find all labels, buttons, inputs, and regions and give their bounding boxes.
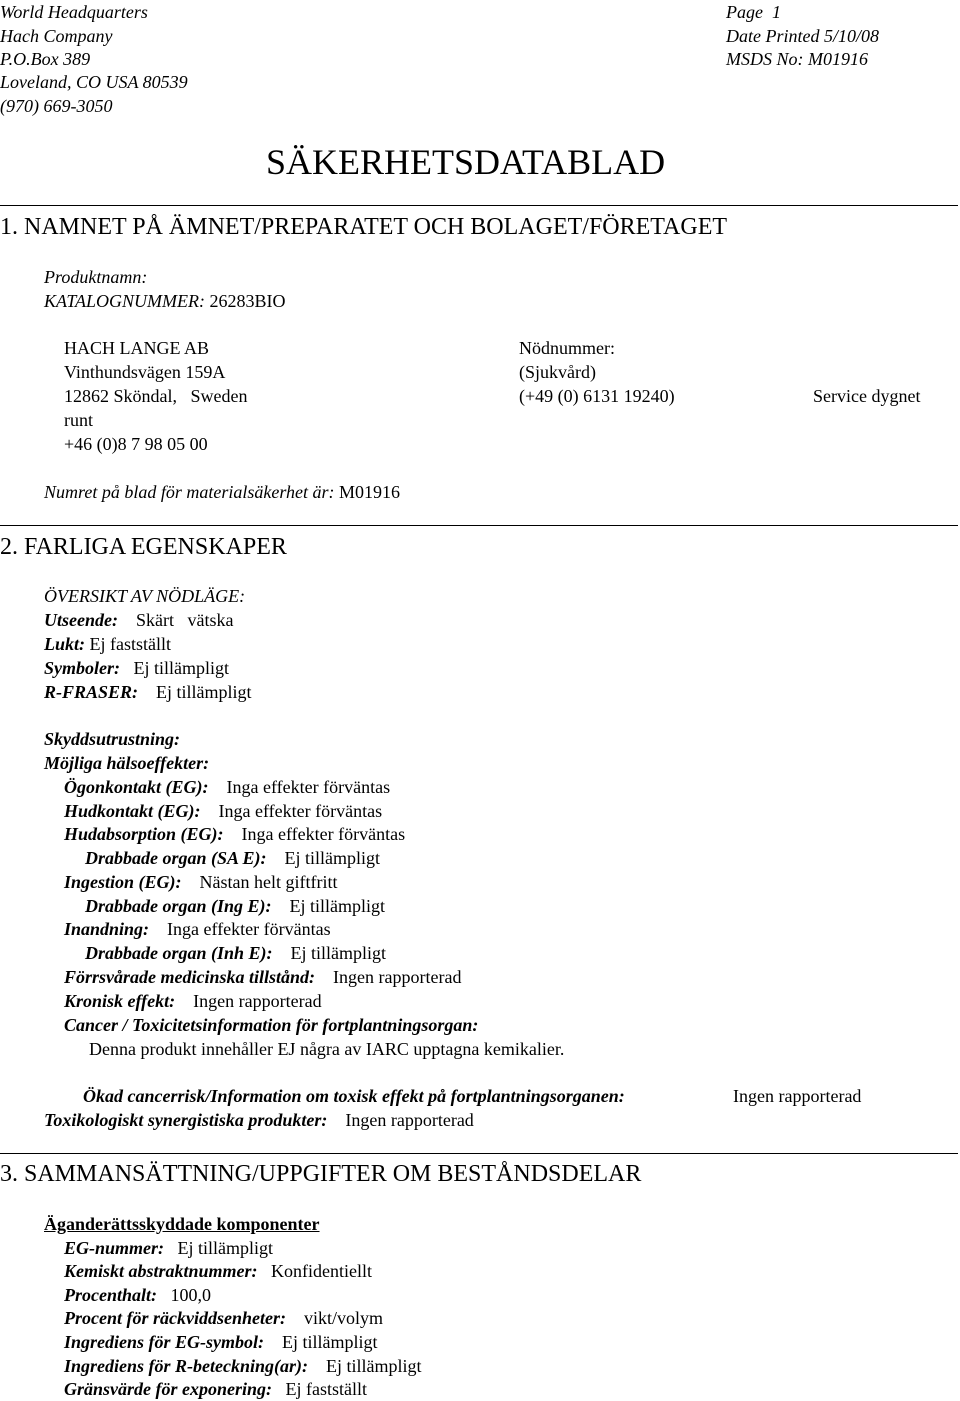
rphrases-label: R-FRASER: (44, 682, 139, 702)
company-line: Hach Company (0, 26, 113, 46)
ec-symbol-row (64, 1330, 378, 1354)
ec-value: Ej tillämpligt (177, 1238, 274, 1258)
inhalation-row (64, 917, 331, 941)
ingestion-value: Nästan helt giftfritt (199, 872, 338, 892)
msds-number: MSDS No: M01916 (726, 49, 868, 69)
synergistic-label: Toxikologiskt synergistiska produkter: (44, 1110, 328, 1130)
increased-risk-value: Ingen rapporterad (733, 1086, 862, 1106)
cancer-label: Cancer / Toxicitetsinformation för fortplantningsorgan: (64, 1015, 479, 1035)
eye-label: Ögonkontakt (EG): (64, 777, 209, 797)
inhalation-value: Inga effekter förväntas (167, 919, 331, 939)
odor-row (44, 632, 171, 656)
city-line: Loveland, CO USA 80539 (0, 72, 188, 92)
company-city: 12862 Sköndal, Sweden (64, 386, 248, 406)
odor-label: Lukt: (44, 634, 86, 654)
ec-symbol-label: Ingrediens för EG-symbol: (64, 1332, 265, 1352)
msds-sheet-value: M01916 (339, 482, 401, 502)
rphrase-label: Ingrediens för R-beteckning(ar): (64, 1356, 308, 1376)
cancer-value: Denna produkt innehåller EJ några av IARC upptagna kemikalier. (89, 1039, 565, 1059)
phone-line: (970) 669-3050 (0, 96, 113, 116)
skinabs-label: Hudabsorption (EG): (64, 824, 224, 844)
section-3-heading: 3. SAMMANSÄTTNING/UPPGIFTER OM BESTÅNDSDELAR (0, 1161, 642, 1187)
service-label: Service dygnet (813, 386, 921, 406)
msds-sheet-number (44, 480, 400, 504)
exposure-row (64, 1377, 367, 1401)
rphrases-value: Ej tillämpligt (156, 682, 252, 702)
skin-label: Hudkontakt (EG): (64, 801, 201, 821)
rphrase-row (64, 1354, 422, 1378)
aggravated-value: Ingen rapporterad (333, 967, 462, 987)
section-divider (0, 1153, 958, 1154)
skinabs-value: Inga effekter förväntas (241, 824, 406, 844)
exposure-label: Gränsvärde för exponering: (64, 1379, 273, 1399)
emergency-number: (+49 (0) 6131 19240) (519, 386, 675, 406)
company-phone: +46 (0)8 7 98 05 00 (64, 434, 208, 454)
range-row (64, 1306, 383, 1330)
appearance-row (44, 608, 233, 632)
emergency-type: (Sjukvård) (519, 362, 596, 382)
page-number: Page 1 (726, 2, 781, 22)
protective-equipment-label: Skyddsutrustning: (44, 729, 181, 749)
page-title: SÄKERHETSDATABLAD (266, 142, 666, 182)
skin-value: Inga effekter förväntas (218, 801, 383, 821)
appearance-label: Utseende: (44, 610, 118, 630)
symbols-value: Ej tillämpligt (133, 658, 229, 678)
eye-value: Inga effekter förväntas (226, 777, 391, 797)
target-inhe-value: Ej tillämpligt (290, 943, 387, 963)
section-1-heading: 1. NAMNET PÅ ÄMNET/PREPARATET OCH BOLAGET/FÖRETAGET (0, 214, 728, 240)
ingestion-row (64, 870, 337, 894)
ec-label: EG-nummer: (64, 1238, 165, 1258)
target-sae-row (85, 846, 380, 870)
cas-value: Konfidentiellt (271, 1261, 373, 1281)
company-name: HACH LANGE AB (64, 338, 210, 358)
chronic-row (64, 989, 322, 1013)
company-runt: runt (64, 410, 93, 430)
inhalation-label: Inandning: (64, 919, 150, 939)
synergistic-row (44, 1108, 474, 1132)
range-label: Procent för räckviddsenheter: (64, 1308, 286, 1328)
ec-row (64, 1236, 273, 1260)
ingestion-label: Ingestion (EG): (64, 872, 182, 892)
msds-sheet-label: Numret på blad för materialsäkerhet är: (44, 482, 335, 502)
catalog-value: 26283BIO (209, 291, 286, 311)
aggravated-label: Förrsvårade medicinska tillstånd: (64, 967, 316, 987)
company-street: Vinthundsvägen 159A (64, 362, 226, 382)
emergency-label: Nödnummer: (519, 338, 615, 358)
cas-label: Kemiskt abstraktnummer: (64, 1261, 258, 1281)
overview-label: ÖVERSIKT AV NÖDLÄGE: (44, 586, 246, 606)
ec-symbol-value: Ej tillämpligt (282, 1332, 378, 1352)
appearance-value: Skärt vätska (135, 610, 234, 630)
percent-label: Procenthalt: (64, 1285, 157, 1305)
symbols-row (44, 656, 229, 680)
synergistic-value: Ingen rapporterad (345, 1110, 474, 1130)
hq-line: World Headquarters (0, 2, 148, 22)
target-inge-value: Ej tillämpligt (289, 896, 386, 916)
section-divider (0, 525, 958, 526)
health-effects-label: Möjliga hälsoeffekter: (44, 753, 210, 773)
date-printed: Date Printed 5/10/08 (726, 26, 879, 46)
rphrase-value: Ej tillämpligt (326, 1356, 422, 1376)
target-inge-label: Drabbade organ (Ing E): (85, 896, 272, 916)
target-inhe-label: Drabbade organ (Inh E): (85, 943, 273, 963)
pobox-line: P.O.Box 389 (0, 49, 91, 69)
catalog-row (44, 289, 286, 313)
target-inhe-row (85, 941, 386, 965)
percent-value: 100,0 (170, 1285, 211, 1305)
skin-row (64, 799, 382, 823)
aggravated-row (64, 965, 461, 989)
range-value: vikt/volym (303, 1308, 383, 1328)
exposure-value: Ej fastställt (285, 1379, 367, 1399)
section-divider (0, 205, 958, 206)
target-inge-row (85, 894, 385, 918)
symbols-label: Symboler: (44, 658, 120, 678)
target-sae-value: Ej tillämpligt (284, 848, 381, 868)
odor-value: Ej fastställt (89, 634, 171, 654)
section-2-heading: 2. FARLIGA EGENSKAPER (0, 534, 287, 560)
eye-row (64, 775, 390, 799)
rphrases-row (44, 680, 252, 704)
proprietary-label: Äganderättsskyddade komponenter (44, 1214, 320, 1234)
chronic-label: Kronisk effekt: (64, 991, 176, 1011)
skinabs-row (64, 822, 405, 846)
percent-row (64, 1283, 211, 1307)
chronic-value: Ingen rapporterad (193, 991, 322, 1011)
product-name-label: Produktnamn: (44, 267, 148, 287)
cas-row (64, 1259, 372, 1283)
increased-risk-label: Ökad cancerrisk/Information om toxisk effekt på fortplantningsorganen: (83, 1086, 625, 1106)
catalog-label: KATALOGNUMMER: (44, 291, 205, 311)
target-sae-label: Drabbade organ (SA E): (85, 848, 267, 868)
